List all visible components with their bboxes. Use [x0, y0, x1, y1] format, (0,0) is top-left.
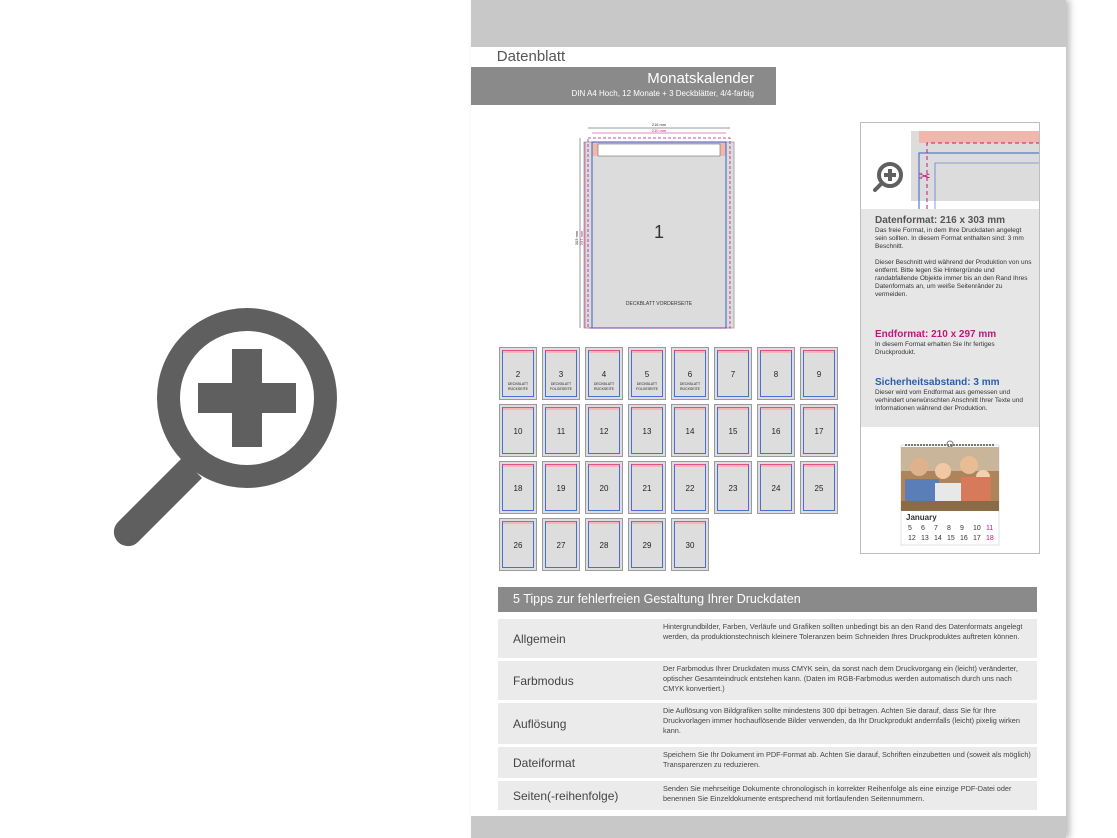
- tip-row: [498, 703, 1037, 744]
- month-page-card: [542, 518, 580, 571]
- calendar-product-preview: [861, 427, 1039, 553]
- tip-text: Der Farbmodus Ihrer Druckdaten muss CMYK sein, da sonst nach dem Druckvorgang ein (leicht) veränderter, optischer Gesamteindruck entstehen kann. (Daten im RGB-Farbmodus werden automatisch durch uns nach CMYK konvertiert.): [663, 664, 1018, 693]
- tip-row: [498, 619, 1037, 658]
- month-page-number: 18: [513, 484, 523, 493]
- tip-text: Speichern Sie Ihr Dokument im PDF-Format ab. Achten Sie darauf, Schriften einzubetten und (soweit als möglich) Transparenzen zu reduzieren.: [663, 750, 1031, 769]
- month-page-card: [800, 404, 838, 457]
- cover-page-number: 1: [653, 222, 665, 242]
- calendar-day: 18: [986, 535, 994, 542]
- page-title: Monatskalender: [647, 70, 754, 87]
- tip-label: Farbmodus: [513, 674, 574, 688]
- month-page-number: 4: [601, 370, 607, 379]
- cover-width-outer: 216 mm: [651, 122, 667, 127]
- month-page-number: 3: [558, 370, 564, 379]
- month-page-number: 26: [513, 541, 523, 550]
- month-page-number: 2: [515, 370, 521, 379]
- month-page-number: 16: [771, 427, 781, 436]
- data-format-title: Datenformat: 216 x 303 mm: [875, 215, 1006, 226]
- month-page-label: DECKBLATT FOLGESEITE: [636, 382, 658, 391]
- month-page-card: [585, 461, 623, 514]
- zoom-in-small-icon[interactable]: [875, 164, 901, 190]
- cover-diagram: [576, 120, 746, 332]
- datasheet-page: [471, 0, 1066, 838]
- month-page-card: [671, 461, 709, 514]
- format-detail-preview: [861, 123, 1039, 209]
- month-page-card: [757, 347, 795, 400]
- page-top-band: [471, 0, 1066, 47]
- data-format-body: Das freie Format, in dem Ihre Druckdaten angelegt sein sollten. In diesem Format enthalten sind: 3 mm Beschnitt.: [875, 227, 1024, 250]
- month-page-number: 21: [642, 484, 652, 493]
- month-page-card: [671, 518, 709, 571]
- month-page-card: [628, 518, 666, 571]
- tip-label: Seiten(-reihenfolge): [513, 789, 619, 803]
- month-page-card: [585, 347, 623, 400]
- cover-width-inner: 210 mm: [651, 128, 667, 133]
- zoom-in-icon[interactable]: [100, 300, 360, 550]
- page-subtitle: DIN A4 Hoch, 12 Monate + 3 Deckblätter, 4/4-farbig: [571, 89, 754, 98]
- tip-row: [498, 661, 1037, 700]
- calendar-row-1: [908, 525, 993, 532]
- month-page-card: [628, 347, 666, 400]
- tips-heading: 5 Tipps zur fehlerfreien Gestaltung Ihrer Druckdaten: [498, 587, 1037, 612]
- calendar-day: 15: [947, 535, 955, 542]
- calendar-day: 5: [908, 525, 912, 532]
- month-page-card: [499, 347, 537, 400]
- cover-height-outer: 303 mm: [574, 230, 579, 246]
- tip-text: Senden Sie mehrseitige Dokumente chronologisch in korrekter Reihenfolge als eine einzige PDF-Datei oder benennen Sie Einzeldokumente entsprechend mit fortlaufenden Seitennummern.: [663, 784, 1012, 803]
- month-page-number: 25: [814, 484, 824, 493]
- month-page-card: [800, 461, 838, 514]
- calendar-day: 7: [934, 525, 938, 532]
- month-page-number: 20: [599, 484, 609, 493]
- month-page-card: [542, 347, 580, 400]
- month-page-label: DECKBLATT RÜCKSEITE: [507, 382, 529, 391]
- calendar-day: 6: [921, 525, 925, 532]
- calendar-day: 13: [921, 535, 929, 542]
- calendar-day: 11: [986, 525, 994, 532]
- month-page-number: 24: [771, 484, 781, 493]
- month-page-number: 12: [599, 427, 609, 436]
- tip-label: Auflösung: [513, 717, 567, 731]
- format-info-panel: [860, 122, 1040, 554]
- month-page-number: 23: [728, 484, 738, 493]
- datasheet-tab: Datenblatt: [471, 47, 591, 67]
- month-page-card: [542, 461, 580, 514]
- month-page-number: 30: [685, 541, 695, 550]
- calendar-month-name: January: [906, 513, 937, 522]
- month-page-number: 29: [642, 541, 652, 550]
- month-page-card: [499, 461, 537, 514]
- month-page-number: 19: [556, 484, 566, 493]
- month-page-number: 13: [642, 427, 652, 436]
- calendar-day: 17: [973, 535, 981, 542]
- month-page-label: DECKBLATT RÜCKSEITE: [593, 382, 615, 391]
- month-page-card: [499, 518, 537, 571]
- month-page-number: 22: [685, 484, 695, 493]
- month-page-number: 17: [814, 427, 824, 436]
- month-page-number: 9: [816, 370, 822, 379]
- month-page-card: [499, 404, 537, 457]
- month-page-card: [628, 461, 666, 514]
- calendar-day: 16: [960, 535, 968, 542]
- tip-text: Hintergrundbilder, Farben, Verläufe und Grafiken sollten unbedingt bis an den Rand des Datenformats angelegt werden, da produktionstechnisch kleinere Toleranzen beim Schneiden Ihres Druckproduktes auftreten können.: [663, 622, 1023, 641]
- safety-margin-title: Sicherheitsabstand: 3 mm: [875, 377, 1000, 388]
- month-page-number: 14: [685, 427, 695, 436]
- calendar-day: 12: [908, 535, 916, 542]
- month-page-card: [671, 404, 709, 457]
- svg-text:✂: ✂: [919, 168, 931, 184]
- month-page-label: DECKBLATT RÜCKSEITE: [679, 382, 701, 391]
- month-page-card: [757, 461, 795, 514]
- month-page-number: 10: [513, 427, 523, 436]
- calendar-day: 14: [934, 535, 942, 542]
- calendar-day: 9: [960, 525, 964, 532]
- month-page-number: 6: [687, 370, 693, 379]
- month-page-card: [714, 461, 752, 514]
- month-page-card: [585, 404, 623, 457]
- format-spec-text: [861, 209, 1039, 427]
- cover-label: DECKBLATT VORDERSEITE: [625, 301, 693, 307]
- month-page-number: 28: [599, 541, 609, 550]
- month-page-card: [671, 347, 709, 400]
- month-page-number: 5: [644, 370, 650, 379]
- month-page-number: 8: [773, 370, 779, 379]
- tip-row: [498, 747, 1037, 778]
- tip-label: Allgemein: [513, 632, 566, 646]
- tip-label: Dateiformat: [513, 756, 576, 770]
- end-format-body: In diesem Format erhalten Sie Ihr fertiges Druckprodukt.: [875, 341, 995, 356]
- safety-margin-body: Dieser wird vom Endformat aus gemessen und verhindert unerwünschten Anschnitt Ihrer Texte und Informationen während der Produktion.: [875, 389, 1024, 412]
- tip-text: Die Auflösung von Bildgrafiken sollte mindestens 300 dpi betragen. Achten Sie darauf, dass Sie für Ihre Druckvorlagen immer hochauflösende Bilder verwenden, da Ihr Druckprodukt andernfalls (leicht) pixelig wirken kann.: [663, 706, 1020, 735]
- end-format-title: Endformat: 210 x 297 mm: [875, 329, 997, 340]
- month-page-card: [800, 347, 838, 400]
- title-band: [471, 67, 776, 105]
- month-page-card: [714, 347, 752, 400]
- month-page-card: [628, 404, 666, 457]
- page-bottom-band: [471, 816, 1066, 838]
- tip-row: [498, 781, 1037, 810]
- month-page-card: [757, 404, 795, 457]
- month-page-card: [585, 518, 623, 571]
- month-page-card: [714, 404, 752, 457]
- month-page-number: 11: [556, 427, 566, 436]
- cover-height-inner: 297 mm: [579, 230, 584, 246]
- month-page-card: [542, 404, 580, 457]
- calendar-day: 8: [947, 525, 951, 532]
- month-page-label: DECKBLATT FOLGESEITE: [550, 382, 572, 391]
- month-page-number: 15: [728, 427, 738, 436]
- month-page-number: 7: [730, 370, 736, 379]
- month-page-number: 27: [556, 541, 566, 550]
- data-format-body-2: Dieser Beschnitt wird während der Produktion von uns entfernt. Bitte legen Sie Hintergründe und randabfallende Objekte immer bis an den Rand Ihres Datenformats an, um weiße Seitenränder zu vermeiden.: [875, 259, 1032, 298]
- calendar-day: 10: [973, 525, 981, 532]
